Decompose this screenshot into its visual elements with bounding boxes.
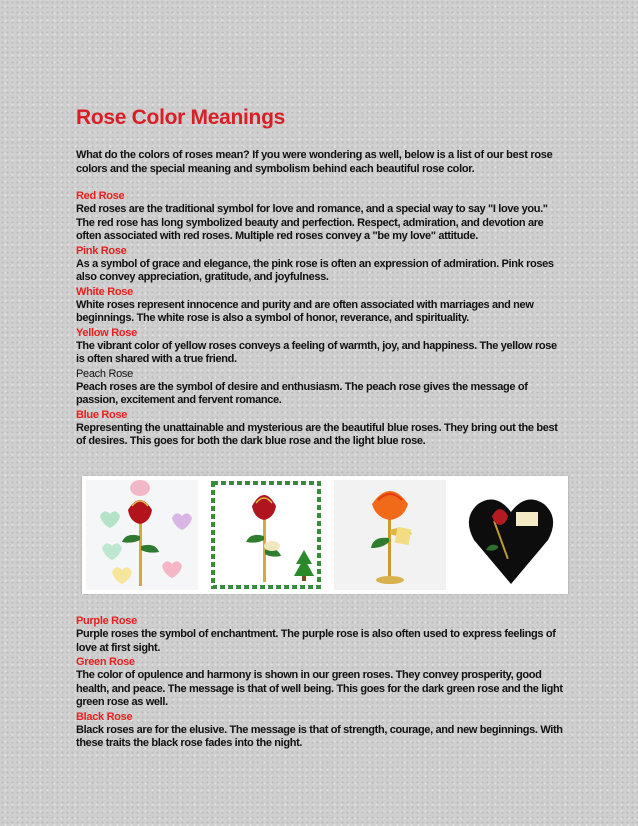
rose-meanings-top xyxy=(76,189,566,449)
rose-product-images xyxy=(82,476,568,594)
rose-christmas-image xyxy=(210,480,322,590)
section-blue-rose xyxy=(76,408,566,449)
section-text: Red roses are the traditional symbol for love and romance, and a special way to say "I love you." The red rose has long symbolized beauty and perfection. Respect, admiration, and devotion are often associated with red roses. Multiple red roses convey a "be my love" attitude. xyxy=(76,203,548,242)
section-purple-rose xyxy=(76,614,566,655)
section-heading: Black Rose xyxy=(76,710,133,723)
orange-rose-image xyxy=(334,480,446,590)
section-green-rose xyxy=(76,655,566,710)
section-peach-rose xyxy=(76,367,566,408)
page-title: Rose Color Meanings xyxy=(76,106,285,129)
section-text: Representing the unattainable and mysterious are the beautiful blue roses. They bring out the best of desires. This goes for both the dark blue rose and the light blue rose. xyxy=(76,421,558,447)
section-heading: Red Rose xyxy=(76,190,125,202)
section-red-rose xyxy=(76,189,566,244)
section-yellow-rose xyxy=(76,326,566,367)
intro-paragraph: What do the colors of roses mean? If you were wondering as well, below is a list of our best rose colors and the special meaning and symbolism behind each beautiful rose color. xyxy=(76,149,553,175)
section-text: As a symbol of grace and elegance, the pink rose is often an expression of admiration. Pink roses also convey appreciation, gratitude, and joyfulness. xyxy=(76,257,554,283)
section-pink-rose xyxy=(76,244,566,285)
section-heading: Purple Rose xyxy=(76,615,137,627)
section-heading: White Rose xyxy=(76,285,133,298)
rose-heart-box-image xyxy=(458,480,564,590)
section-text: Purple roses the symbol of enchantment. The purple rose is also often used to express feelings of love at first sight. xyxy=(76,628,556,654)
rose-candy-hearts-image xyxy=(86,480,198,590)
section-heading: Yellow Rose xyxy=(76,326,137,339)
section-heading: Peach Rose xyxy=(76,367,133,380)
section-heading: Blue Rose xyxy=(76,408,128,421)
section-heading: Green Rose xyxy=(76,656,135,668)
rose-meanings-bottom xyxy=(76,614,566,751)
section-text: White roses represent innocence and purity and are often associated with marriages and new beginnings. The white rose is also a symbol of honor, reverance, and spirituality. xyxy=(76,298,534,324)
section-text: The color of opulence and harmony is shown in our green roses. They convey prosperity, good health, and peace. The message is that of well being. This goes for the dark green rose and the light green rose as well. xyxy=(76,669,563,708)
section-heading: Pink Rose xyxy=(76,244,127,257)
section-text: Peach roses are the symbol of desire and enthusiasm. The peach rose gives the message of passion, excitement and fervent romance. xyxy=(76,380,528,406)
section-text: The vibrant color of yellow roses conveys a feeling of warmth, joy, and happiness. The yellow rose is often shared with a true friend. xyxy=(76,339,557,365)
section-text: Black roses are for the elusive. The message is that of strength, courage, and new beginnings. With these traits the black rose fades into the night. xyxy=(76,723,563,749)
section-black-rose xyxy=(76,710,566,751)
section-white-rose xyxy=(76,285,566,326)
